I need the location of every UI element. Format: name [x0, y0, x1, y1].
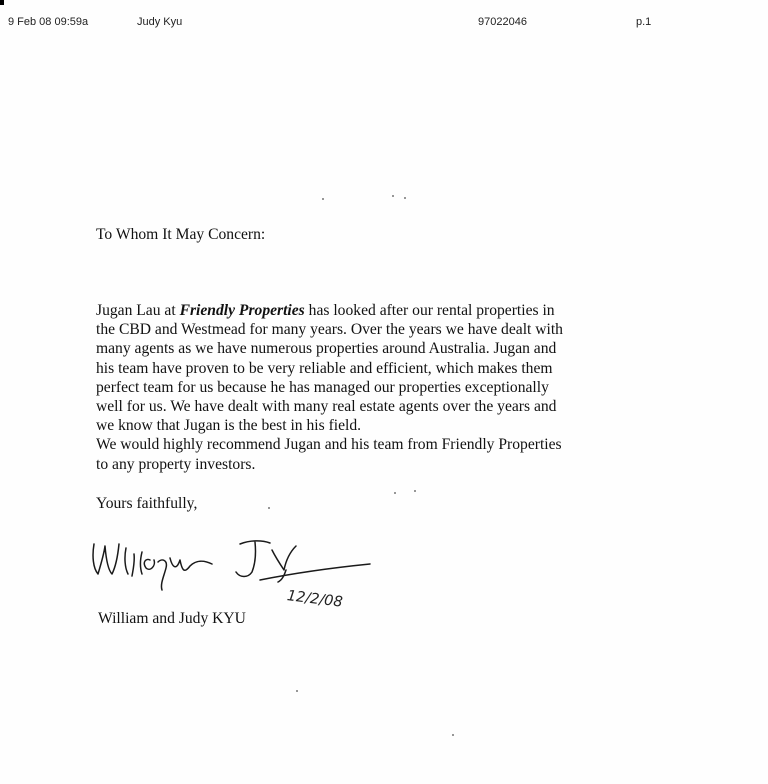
- fax-sender: Judy Kyu: [137, 16, 183, 28]
- signature-date: 12/2/08: [286, 588, 344, 611]
- scan-speck: [452, 734, 454, 736]
- scan-speck: [404, 197, 406, 199]
- closing: Yours faithfully,: [96, 495, 198, 512]
- body-line-text: Jugan Lau at: [96, 302, 180, 319]
- body-line: we know that Jugan is the best in his field.: [96, 417, 362, 435]
- body-line: perfect team for us because he has managed our properties exceptionally: [96, 378, 549, 396]
- signature-william: [93, 544, 212, 590]
- scan-corner-mark: [0, 0, 4, 5]
- scan-speck: [392, 195, 394, 197]
- scan-speck: [296, 690, 298, 692]
- body-line: We would highly recommend Jugan and his team from Friendly Properties: [96, 436, 562, 454]
- company-name: Friendly Properties: [179, 302, 305, 319]
- body-line: to any property investors.: [96, 455, 256, 473]
- scan-speck: [414, 490, 416, 492]
- body-line: his team have proven to be very reliable and efficient, which makes them: [96, 359, 553, 377]
- scan-speck: [394, 492, 396, 494]
- signature-judy: [236, 541, 370, 582]
- scan-speck: [268, 507, 270, 509]
- body-line: [96, 301, 656, 320]
- body-line-text: has looked after our rental properties in: [304, 302, 555, 319]
- body-line: many agents as we have numerous properties around Australia. Jugan and: [96, 340, 557, 358]
- fax-header: [0, 12, 768, 30]
- fax-number: 97022046: [478, 16, 527, 28]
- signatories: William and Judy KYU: [98, 610, 246, 627]
- fax-page-number: p.1: [636, 16, 652, 28]
- body-line: the CBD and Westmead for many years. Over the years we have dealt with: [96, 321, 563, 339]
- fax-datetime: 9 Feb 08 09:59a: [8, 16, 89, 28]
- body-line: well for us. We have dealt with many real estate agents over the years and: [96, 397, 557, 415]
- scan-speck: [322, 198, 324, 200]
- letter-body: [96, 301, 656, 474]
- salutation: To Whom It May Concern:: [96, 226, 266, 243]
